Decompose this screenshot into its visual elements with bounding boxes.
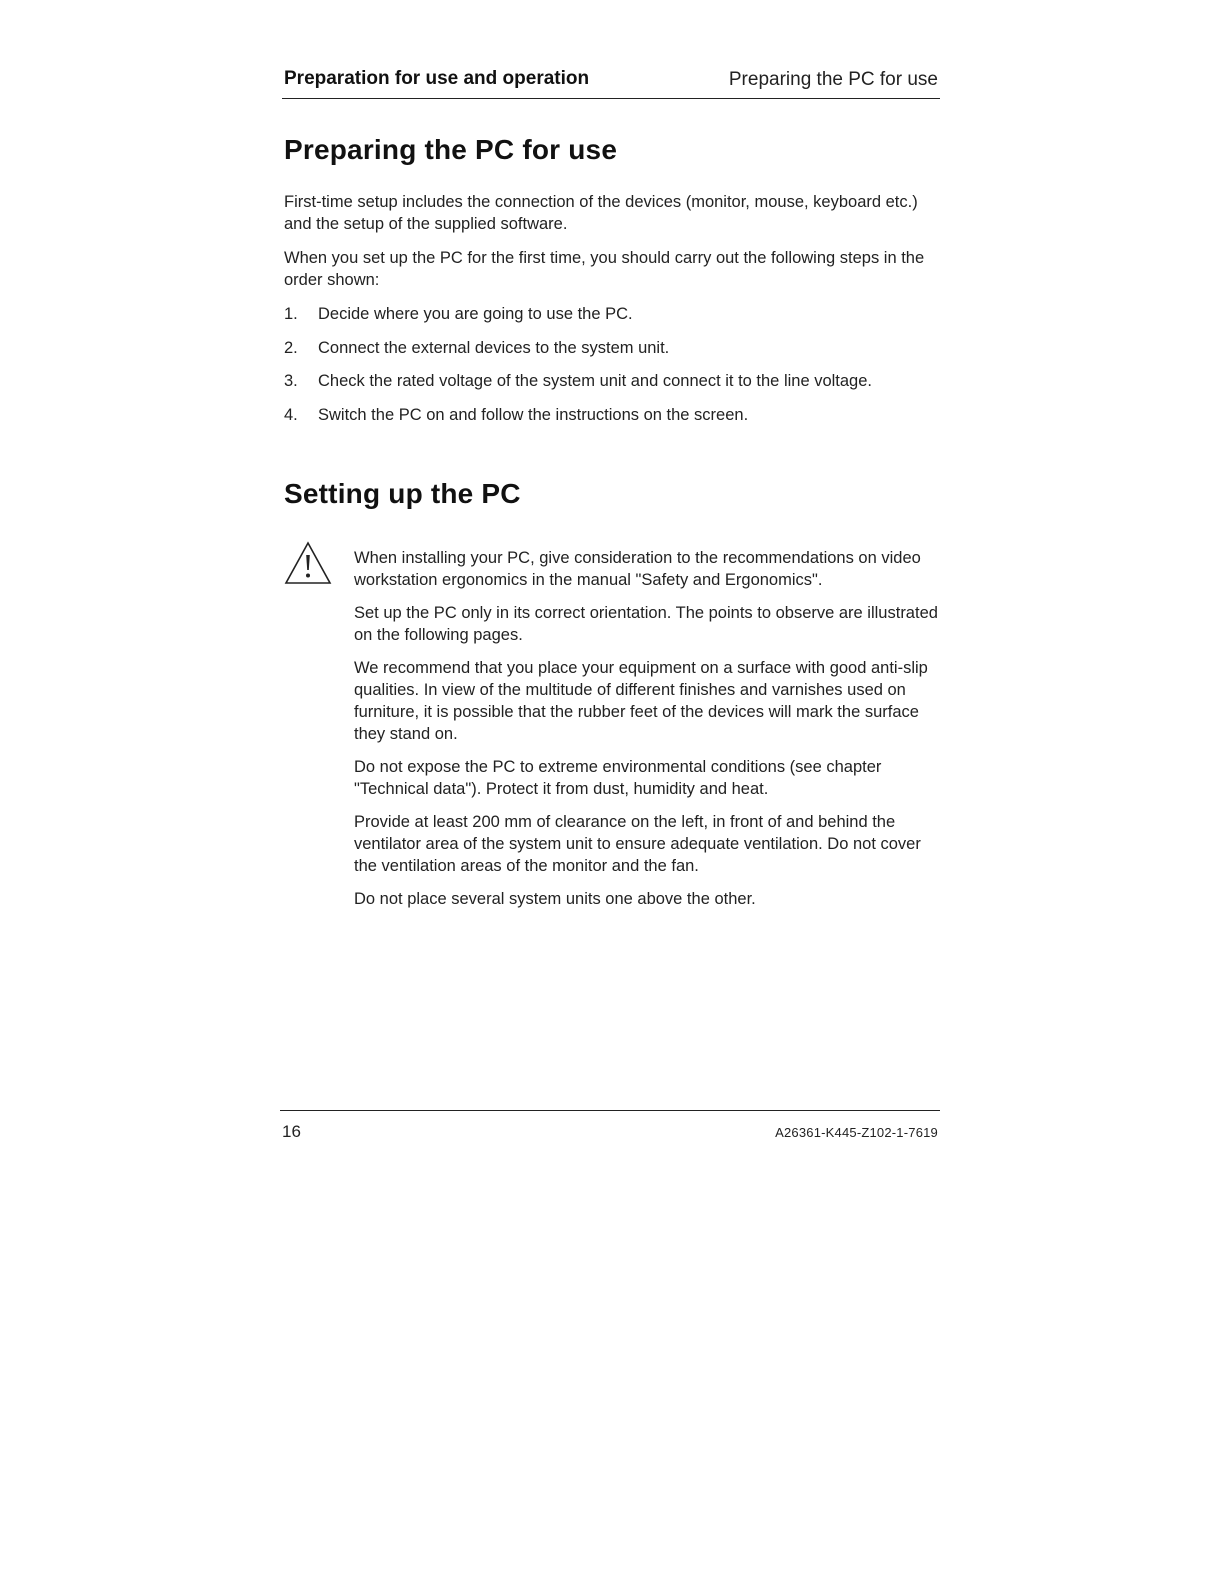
step-number: 1. <box>284 305 298 323</box>
step-text: Switch the PC on and follow the instructions on the screen. <box>318 406 749 425</box>
intro-paragraph: First-time setup includes the connection of the devices (monitor, mouse, keyboard etc.) and the setup of the supplied software. <box>284 193 918 233</box>
step-text: Decide where you are going to use the PC. <box>318 305 633 323</box>
list-item <box>284 404 944 426</box>
step-text: Check the rated voltage of the system unit and connect it to the line voltage. <box>318 372 872 391</box>
page-number: 16 <box>282 1122 301 1141</box>
guideline-paragraph: We recommend that you place your equipment on a surface with good anti-slip qualities. In view of the multitude of different finishes and varnishes used on furniture, it is possible that the rubber feet of the devices will mark the surface they stand on. <box>354 659 928 743</box>
guideline-paragraph: Do not place several system units one above the other. <box>354 890 756 908</box>
warning-triangle-icon <box>283 540 333 586</box>
running-header <box>282 66 940 99</box>
guideline-paragraph: Provide at least 200 mm of clearance on the left, in front of and behind the ventilator area of the system unit to ensure adequate ventilation. Do not cover the ventilation areas of the monitor and the fan. <box>354 813 921 875</box>
guideline-paragraph: Set up the PC only in its correct orientation. The points to observe are illustrated on the following pages. <box>354 604 938 644</box>
header-chapter-title: Preparation for use and operation <box>284 68 590 89</box>
footer-divider <box>280 1110 940 1111</box>
guideline-paragraph: When installing your PC, give consideration to the recommendations on video workstation ergonomics in the manual "Safety and Ergonomics". <box>354 549 921 589</box>
list-item <box>284 370 944 392</box>
heading-setting-up-pc: Setting up the PC <box>284 478 521 509</box>
list-item <box>284 303 944 325</box>
step-number: 2. <box>284 338 298 357</box>
step-number: 4. <box>284 406 298 425</box>
document-code: A26361-K445-Z102-1-7619 <box>775 1125 938 1140</box>
intro-paragraph: When you set up the PC for the first time, you should carry out the following steps in the order shown: <box>284 249 925 289</box>
step-number: 3. <box>284 372 298 391</box>
header-section-title: Preparing the PC for use <box>728 69 938 90</box>
guideline-paragraph: Do not expose the PC to extreme environmental conditions (see chapter "Technical data"). Protect it from dust, humidity and heat. <box>354 758 882 798</box>
list-item <box>284 337 944 359</box>
heading-preparing-pc: Preparing the PC for use <box>284 134 618 165</box>
setup-guidelines <box>354 547 944 921</box>
setup-steps-list <box>284 303 944 438</box>
step-text: Connect the external devices to the system unit. <box>318 338 670 357</box>
